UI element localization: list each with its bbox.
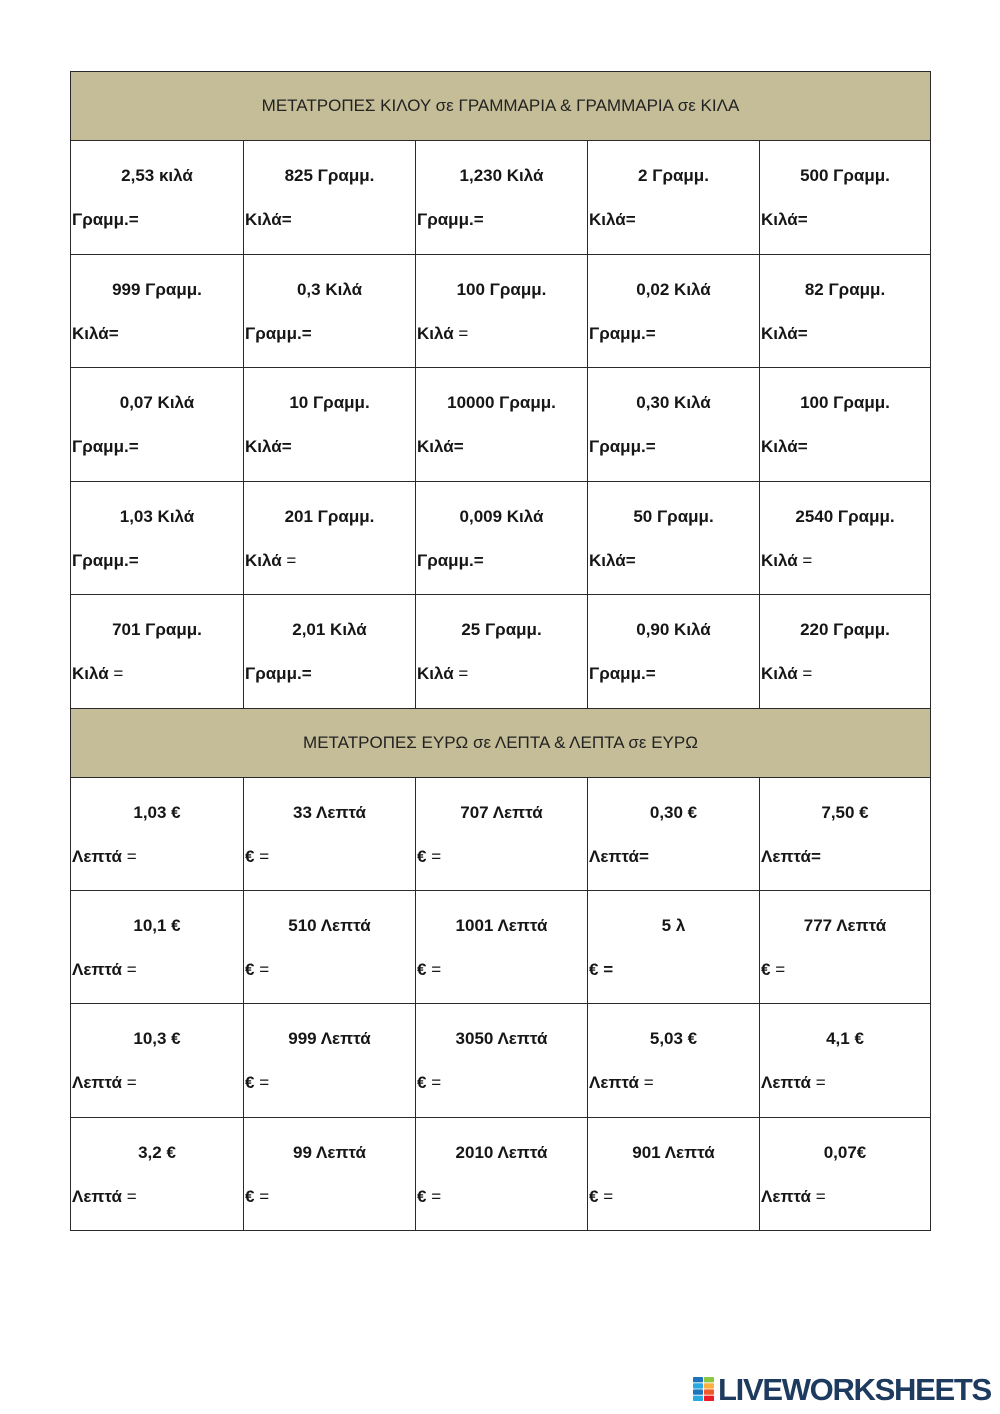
answer-line xyxy=(245,1186,413,1208)
answer-line xyxy=(72,209,241,231)
section-header-kilos xyxy=(71,72,931,141)
conversion-cell xyxy=(588,368,760,482)
answer-unit: Κιλά xyxy=(761,551,798,570)
answer-line xyxy=(417,550,585,572)
section-header-row xyxy=(71,72,931,141)
answer-input[interactable] xyxy=(808,436,894,458)
answer-line xyxy=(589,436,757,458)
answer-unit: € xyxy=(245,1187,255,1206)
equals-sign: = xyxy=(625,551,636,570)
answer-unit: Λεπτά xyxy=(589,847,639,866)
given-amount: 220 Γραμμ. xyxy=(800,620,890,639)
given-amount: 3,2 € xyxy=(138,1143,176,1162)
answer-line xyxy=(72,550,241,572)
answer-unit: Γραμμ. xyxy=(72,437,129,456)
conversion-cell xyxy=(71,778,244,891)
equals-sign: = xyxy=(128,437,139,456)
conversion-cell xyxy=(244,255,416,368)
conversion-cell xyxy=(244,778,416,891)
answer-unit: Λεπτά xyxy=(761,1187,811,1206)
given-amount: 4,1 € xyxy=(826,1029,864,1048)
equals-sign: = xyxy=(128,551,139,570)
equals-sign: = xyxy=(108,664,124,683)
answer-input[interactable] xyxy=(464,436,550,458)
equals-sign: = xyxy=(108,324,119,343)
answer-line xyxy=(761,550,928,572)
answer-line xyxy=(761,1072,928,1094)
answer-input[interactable] xyxy=(812,663,898,685)
answer-line xyxy=(589,550,757,572)
answer-input[interactable] xyxy=(654,1072,740,1094)
euro-row xyxy=(71,1004,931,1118)
given-amount: 25 Γραμμ. xyxy=(461,620,542,639)
answer-input[interactable] xyxy=(656,323,742,345)
answer-line xyxy=(417,959,585,981)
answer-unit: Γραμμ. xyxy=(417,551,474,570)
answer-line xyxy=(589,323,757,345)
equals-sign: = xyxy=(797,551,813,570)
answer-line xyxy=(245,846,413,868)
answer-unit: Λεπτά xyxy=(72,960,122,979)
equals-sign: = xyxy=(811,1073,826,1092)
conversion-cell xyxy=(588,255,760,368)
answer-unit: Λεπτά xyxy=(761,1073,811,1092)
answer-unit: Λεπτά xyxy=(72,1187,122,1206)
conversion-cell xyxy=(760,368,931,482)
answer-line xyxy=(245,323,413,345)
answer-input[interactable] xyxy=(613,1186,699,1208)
conversion-cell xyxy=(244,482,416,595)
answer-unit: Γραμμ. xyxy=(417,210,474,229)
conversion-cell xyxy=(588,595,760,709)
conversion-cell xyxy=(588,1004,760,1118)
given-amount: 701 Γραμμ. xyxy=(112,620,202,639)
equals-sign: = xyxy=(122,1187,137,1206)
answer-input[interactable] xyxy=(656,663,742,685)
answer-unit: Γραμμ. xyxy=(589,664,646,683)
answer-input[interactable] xyxy=(139,550,225,572)
equals-sign: = xyxy=(639,847,649,866)
conversion-cell xyxy=(760,255,931,368)
conversion-cell xyxy=(244,141,416,255)
given-amount: 0,02 Κιλά xyxy=(636,280,711,299)
conversion-cell xyxy=(416,255,588,368)
answer-line xyxy=(417,1072,585,1094)
answer-line xyxy=(245,1072,413,1094)
answer-line xyxy=(761,323,928,345)
answer-line xyxy=(417,323,585,345)
answer-unit: Γραμμ. xyxy=(245,664,302,683)
conversion-cell xyxy=(244,1004,416,1118)
answer-line xyxy=(245,663,413,685)
conversion-cell xyxy=(71,1004,244,1118)
answer-line xyxy=(761,846,928,868)
answer-line xyxy=(761,1186,928,1208)
equals-sign: = xyxy=(473,210,484,229)
equals-sign: = xyxy=(426,847,442,866)
answer-line xyxy=(245,959,413,981)
answer-unit: Κιλά xyxy=(417,664,454,683)
given-amount: 2,01 Κιλά xyxy=(292,620,367,639)
answer-unit: € xyxy=(417,1073,427,1092)
equals-sign: = xyxy=(122,1073,137,1092)
answer-line xyxy=(245,209,413,231)
given-amount: 5 λ xyxy=(661,916,686,935)
equals-sign: = xyxy=(128,210,139,229)
conversion-cell xyxy=(416,778,588,891)
answer-line xyxy=(417,1186,585,1208)
given-amount: 10,3 € xyxy=(133,1029,181,1048)
answer-input[interactable] xyxy=(636,209,722,231)
answer-unit: Κιλά xyxy=(589,551,626,570)
answer-input[interactable] xyxy=(137,959,223,981)
answer-unit: € xyxy=(245,1073,255,1092)
answer-input[interactable] xyxy=(296,550,382,572)
euro-row xyxy=(71,891,931,1004)
answer-unit: Κιλά xyxy=(761,324,798,343)
given-amount: 7,50 € xyxy=(821,803,869,822)
answer-input[interactable] xyxy=(468,323,554,345)
equals-sign: = xyxy=(426,1187,442,1206)
conversion-cell xyxy=(416,368,588,482)
given-amount: 201 Γραμμ. xyxy=(284,507,375,526)
conversion-cell xyxy=(588,482,760,595)
conversion-cell xyxy=(416,1118,588,1231)
answer-input[interactable] xyxy=(119,323,205,345)
equals-sign: = xyxy=(426,1073,442,1092)
answer-unit: Κιλά xyxy=(245,551,282,570)
equals-sign: = xyxy=(598,1187,614,1206)
answer-unit: Λεπτά xyxy=(72,1073,122,1092)
given-amount: 777 Λεπτά xyxy=(803,916,887,935)
answer-input[interactable] xyxy=(785,959,871,981)
answer-input[interactable] xyxy=(821,846,907,868)
given-amount: 50 Γραμμ. xyxy=(633,507,714,526)
equals-sign: = xyxy=(797,210,808,229)
equals-sign: = xyxy=(301,324,312,343)
given-amount: 707 Λεπτά xyxy=(460,803,543,822)
answer-input[interactable] xyxy=(808,323,894,345)
answer-input[interactable] xyxy=(808,209,894,231)
conversion-cell xyxy=(71,482,244,595)
euro-row xyxy=(71,778,931,891)
conversion-cell xyxy=(71,368,244,482)
answer-line xyxy=(589,209,757,231)
given-amount: 0,30 € xyxy=(649,803,698,822)
answer-unit: Κιλά xyxy=(417,324,454,343)
equals-sign: = xyxy=(770,960,786,979)
answer-unit: Λεπτά xyxy=(72,847,122,866)
answer-input[interactable] xyxy=(441,1186,527,1208)
given-amount: 2010 Λεπτά xyxy=(455,1143,548,1162)
answer-input[interactable] xyxy=(139,436,225,458)
answer-unit: Κιλά xyxy=(761,664,798,683)
answer-input[interactable] xyxy=(312,663,398,685)
given-amount: 0,30 Κιλά xyxy=(636,393,711,412)
given-amount: 5,03 € xyxy=(649,1029,698,1048)
conversion-cell xyxy=(760,1004,931,1118)
given-amount: 999 Λεπτά xyxy=(288,1029,371,1048)
answer-unit: € xyxy=(245,960,255,979)
answer-unit: € xyxy=(245,847,255,866)
answer-line xyxy=(417,436,585,458)
answer-input[interactable] xyxy=(269,1072,355,1094)
given-amount: 100 Γραμμ. xyxy=(456,280,547,299)
conversion-cell xyxy=(416,482,588,595)
given-amount: 0,009 Κιλά xyxy=(459,507,544,526)
conversion-cell xyxy=(416,595,588,709)
conversion-cell xyxy=(760,778,931,891)
conversion-cell xyxy=(760,1118,931,1231)
liveworksheets-logo xyxy=(693,1374,993,1405)
answer-line xyxy=(72,846,241,868)
conversion-cell xyxy=(71,255,244,368)
answer-input[interactable] xyxy=(139,209,225,231)
equals-sign: = xyxy=(625,210,636,229)
answer-unit: Κιλά xyxy=(761,437,798,456)
kilo-row xyxy=(71,141,931,255)
answer-unit: € xyxy=(417,1187,427,1206)
equals-sign: = xyxy=(598,960,614,979)
answer-unit: € xyxy=(589,1187,599,1206)
answer-line xyxy=(761,959,928,981)
answer-unit: Κιλά xyxy=(245,437,282,456)
conversion-cell xyxy=(244,368,416,482)
equals-sign: = xyxy=(811,1187,826,1206)
equals-sign: = xyxy=(645,324,656,343)
equals-sign: = xyxy=(281,437,292,456)
conversion-cell xyxy=(416,1004,588,1118)
given-amount: 33 Λεπτά xyxy=(293,803,366,822)
answer-line xyxy=(245,550,413,572)
conversion-cell xyxy=(244,1118,416,1231)
equals-sign: = xyxy=(453,437,464,456)
answer-input[interactable] xyxy=(613,959,699,981)
answer-line xyxy=(589,663,757,685)
answer-line xyxy=(589,846,757,868)
answer-unit: € xyxy=(761,960,771,979)
equals-sign: = xyxy=(254,1187,270,1206)
section-title: ΜΕΤΑΤΡΟΠΕΣ ΕΥΡΩ σε ΛΕΠΤΑ & ΛΕΠΤΑ σε ΕΥΡΩ xyxy=(303,733,698,752)
answer-input[interactable] xyxy=(826,1072,912,1094)
answer-line xyxy=(417,209,585,231)
conversion-cell xyxy=(588,141,760,255)
conversion-table xyxy=(70,71,931,1231)
answer-input[interactable] xyxy=(812,550,898,572)
kilo-row xyxy=(71,482,931,595)
equals-sign: = xyxy=(453,324,469,343)
euro-row xyxy=(71,1118,931,1231)
given-amount: 0,3 Κιλά xyxy=(296,280,363,299)
conversion-cell xyxy=(71,595,244,709)
kilo-row xyxy=(71,595,931,709)
answer-line xyxy=(589,959,757,981)
answer-line xyxy=(417,663,585,685)
answer-input[interactable] xyxy=(269,959,355,981)
section-header-row xyxy=(71,709,931,778)
conversion-cell xyxy=(760,141,931,255)
answer-unit: Γραμμ. xyxy=(589,324,646,343)
answer-unit: Λεπτά xyxy=(589,1073,639,1092)
answer-line xyxy=(72,436,241,458)
given-amount: 825 Γραμμ. xyxy=(284,166,375,185)
conversion-cell xyxy=(588,778,760,891)
answer-line xyxy=(72,959,241,981)
answer-line xyxy=(589,1186,757,1208)
equals-sign: = xyxy=(645,664,656,683)
answer-input[interactable] xyxy=(826,1186,912,1208)
equals-sign: = xyxy=(639,1073,654,1092)
given-amount: 0,07€ xyxy=(823,1143,867,1162)
answer-line xyxy=(761,436,928,458)
equals-sign: = xyxy=(426,960,442,979)
given-amount: 1,230 Κιλά xyxy=(459,166,544,185)
answer-input[interactable] xyxy=(292,209,378,231)
answer-unit: Κιλά xyxy=(589,210,626,229)
equals-sign: = xyxy=(122,960,137,979)
given-amount: 99 Λεπτά xyxy=(293,1143,366,1162)
equals-sign: = xyxy=(301,664,312,683)
equals-sign: = xyxy=(473,551,484,570)
given-amount: 1001 Λεπτά xyxy=(455,916,548,935)
answer-input[interactable] xyxy=(649,846,735,868)
answer-unit: € xyxy=(417,847,427,866)
answer-line xyxy=(245,436,413,458)
answer-line xyxy=(72,663,241,685)
conversion-cell xyxy=(71,141,244,255)
given-amount: 1,03 € xyxy=(133,803,181,822)
given-amount: 3050 Λεπτά xyxy=(455,1029,548,1048)
answer-input[interactable] xyxy=(441,959,527,981)
section-title: ΜΕΤΑΤΡΟΠΕΣ ΚΙΛΟΥ σε ΓΡΑΜΜΑΡΙΑ & ΓΡΑΜΜΑΡΙΑ σε ΚΙΛΑ xyxy=(261,96,740,115)
answer-input[interactable] xyxy=(484,209,570,231)
given-amount: 2540 Γραμμ. xyxy=(795,507,895,526)
equals-sign: = xyxy=(254,1073,270,1092)
answer-input[interactable] xyxy=(269,846,355,868)
answer-line xyxy=(72,1072,241,1094)
kilo-row xyxy=(71,255,931,368)
equals-sign: = xyxy=(797,324,808,343)
given-amount: 82 Γραμμ. xyxy=(804,280,886,299)
answer-input[interactable] xyxy=(312,323,398,345)
conversion-cell xyxy=(760,891,931,1004)
answer-unit: Γραμμ. xyxy=(72,551,129,570)
equals-sign: = xyxy=(797,664,813,683)
answer-line xyxy=(417,846,585,868)
answer-input[interactable] xyxy=(137,1186,223,1208)
given-amount: 510 Λεπτά xyxy=(288,916,371,935)
given-amount: 2,53 κιλά xyxy=(121,166,193,185)
answer-unit: Κιλά xyxy=(761,210,798,229)
section-header-euros xyxy=(71,709,931,778)
answer-unit: Κιλά xyxy=(417,437,454,456)
equals-sign: = xyxy=(797,437,808,456)
answer-unit: € xyxy=(417,960,427,979)
answer-input[interactable] xyxy=(468,663,554,685)
conversion-cell xyxy=(244,595,416,709)
liveworksheets-icon xyxy=(693,1377,715,1401)
kilo-row xyxy=(71,368,931,482)
given-amount: 2 Γραμμ. xyxy=(638,166,709,185)
answer-line xyxy=(761,663,928,685)
answer-input[interactable] xyxy=(636,550,722,572)
equals-sign: = xyxy=(281,210,292,229)
given-amount: 1,03 Κιλά xyxy=(119,507,195,526)
conversion-cell xyxy=(71,1118,244,1231)
equals-sign: = xyxy=(254,847,270,866)
equals-sign: = xyxy=(645,437,656,456)
answer-unit: Γραμμ. xyxy=(245,324,302,343)
conversion-cell xyxy=(588,891,760,1004)
conversion-cell xyxy=(760,482,931,595)
given-amount: 901 Λεπτά xyxy=(632,1143,715,1162)
conversion-cell xyxy=(416,141,588,255)
conversion-cell xyxy=(588,1118,760,1231)
answer-input[interactable] xyxy=(292,436,378,458)
given-amount: 10,1 € xyxy=(133,916,181,935)
answer-unit: Κιλά xyxy=(72,664,109,683)
equals-sign: = xyxy=(122,847,137,866)
answer-unit: Γραμμ. xyxy=(589,437,646,456)
conversion-cell xyxy=(244,891,416,1004)
given-amount: 10 Γραμμ. xyxy=(289,393,370,412)
given-amount: 10000 Γραμμ. xyxy=(447,393,556,412)
answer-line xyxy=(761,209,928,231)
answer-line xyxy=(589,1072,757,1094)
answer-line xyxy=(72,1186,241,1208)
answer-input[interactable] xyxy=(137,846,223,868)
conversion-cell xyxy=(760,595,931,709)
given-amount: 999 Γραμμ. xyxy=(112,280,202,299)
answer-unit: Λεπτά xyxy=(761,847,811,866)
answer-input[interactable] xyxy=(484,550,570,572)
answer-unit: Κιλά xyxy=(72,324,109,343)
equals-sign: = xyxy=(281,551,297,570)
answer-input[interactable] xyxy=(441,1072,527,1094)
answer-line xyxy=(72,323,241,345)
answer-unit: Γραμμ. xyxy=(72,210,129,229)
answer-input[interactable] xyxy=(269,1186,355,1208)
answer-unit: € xyxy=(589,960,599,979)
given-amount: 0,07 Κιλά xyxy=(119,393,195,412)
given-amount: 500 Γραμμ. xyxy=(800,166,890,185)
conversion-cell xyxy=(416,891,588,1004)
equals-sign: = xyxy=(811,847,821,866)
answer-input[interactable] xyxy=(656,436,742,458)
answer-unit: Κιλά xyxy=(245,210,282,229)
conversion-cell xyxy=(71,891,244,1004)
answer-input[interactable] xyxy=(441,846,527,868)
brand-name: LIVEWORKSHEETS xyxy=(718,1372,991,1407)
equals-sign: = xyxy=(453,664,469,683)
given-amount: 0,90 Κιλά xyxy=(636,620,711,639)
equals-sign: = xyxy=(254,960,270,979)
answer-input[interactable] xyxy=(137,1072,223,1094)
given-amount: 100 Γραμμ. xyxy=(800,393,890,412)
answer-input[interactable] xyxy=(123,663,209,685)
